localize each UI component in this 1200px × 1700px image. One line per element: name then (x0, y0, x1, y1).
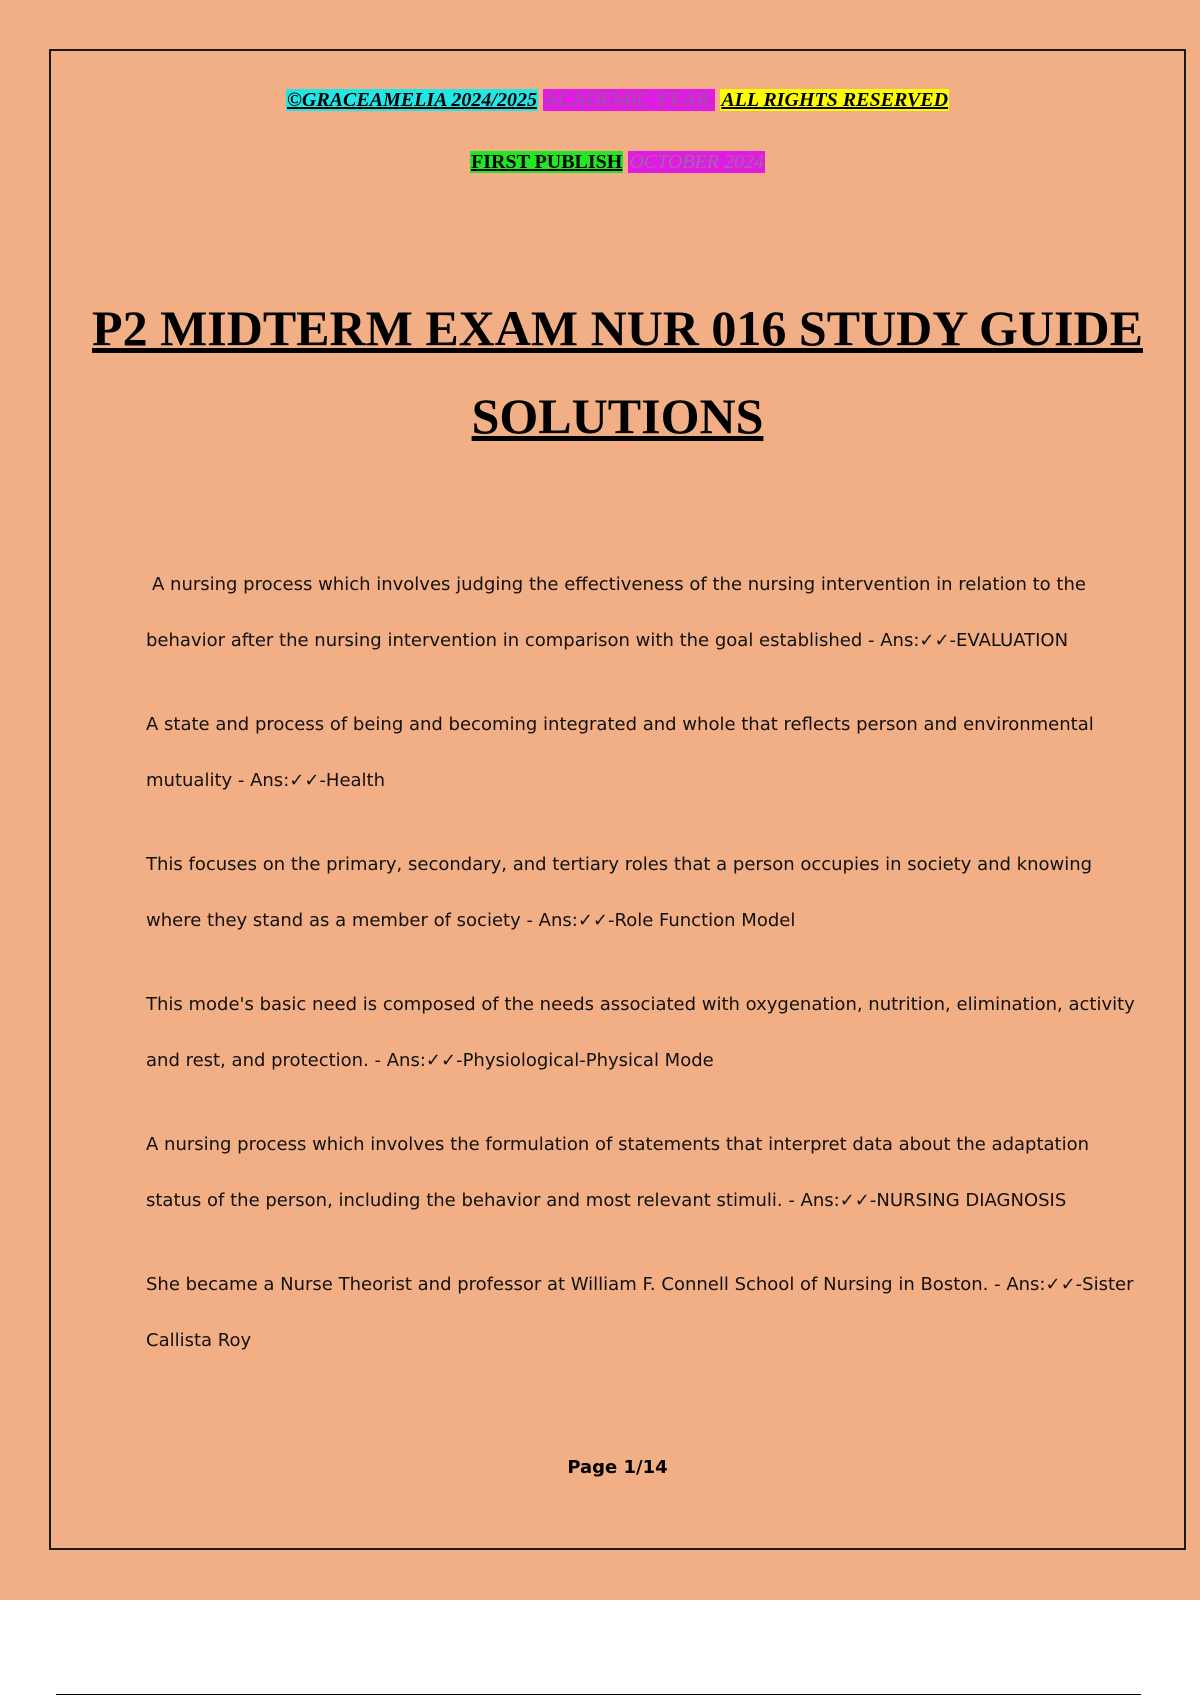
document-title: P2 MIDTERM EXAM NUR 016 STUDY GUIDE SOLUTIONS (92, 300, 1143, 444)
page-number: Page 1/14 (567, 1457, 668, 1478)
qa-item: This focuses on the primary, secondary, and tertiary roles that a person occupies in society and knowing where they stand as a member of society - Ans:✓✓-Role Function Model (146, 854, 1093, 931)
rights-reserved-text: ALL RIGHTS RESERVED (721, 89, 949, 111)
first-publish-text: FIRST PUBLISH (471, 151, 623, 173)
copyright-line (51, 87, 1184, 113)
qa-item: A nursing process which involves judging the effectiveness of the nursing intervention in relation to the behavior after the nursing intervention in comparison with the goal established - Ans:✓✓-EVALUATION (146, 574, 1086, 651)
copyright-text: ©GRACEAMELIA 2024/2025 (286, 89, 537, 111)
qa-item: A state and process of being and becoming integrated and whole that reflects person and environmental mutuality - Ans:✓✓-Health (146, 714, 1094, 791)
academic-year-text: ACADEMIC YEAR. (543, 89, 715, 111)
next-page-divider (56, 1694, 1141, 1695)
qa-item: A nursing process which involves the formulation of statements that interpret data about the adaptation status of the person, including the behavior and most relevant stimuli. - Ans:✓✓-NURSING DIAGNOSIS (146, 1134, 1090, 1211)
question-answer-list (146, 557, 1136, 1397)
qa-item: She became a Nurse Theorist and professor at William F. Connell School of Nursing in Boston. - Ans:✓✓-Sister Callista Roy (146, 1274, 1134, 1351)
publish-line (51, 149, 1184, 175)
publish-date-text: OCTOBER 2024 (629, 151, 764, 173)
qa-item: This mode's basic need is composed of the needs associated with oxygenation, nutrition, elimination, activity and rest, and protection. - Ans:✓✓-Physiological-Physical Mode (146, 994, 1135, 1071)
page-border (49, 49, 1186, 1550)
